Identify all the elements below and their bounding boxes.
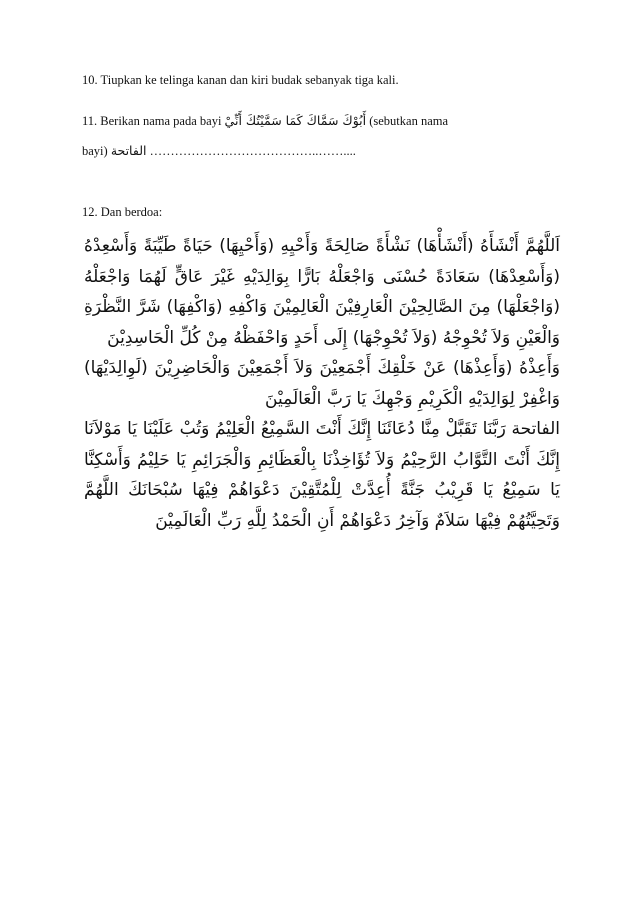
prayer-paragraph-1: اَللَّهُمَّ أَنْشَأَهُ (أَنْشَأْهَا) نَشْأَةً صَالِحَةً وَأَحْيِهِ (وَأَحْيِهَا) حَيَاةً طَيِّبَةً وَأَسْعِدْهُ (وَأَسْعِدْهَا) سَعَادَةً حُسْنَى وَاجْعَلْهُ بَارًّا بِوَالِدَيْهِ غَيْرَ عَاقٍّ لَهُمَا وَاجْعَلْهُ (وَاجْعَلْهَا) مِنَ الصَّالِحِيْنَ الْعَارِفِيْنَ الْعَالِمِيْنَ وَاكْفِهِ (وَاكْفِهَا) شَرَّ النَّظْرَةِ وَالْعَيْنِ وَلاَ تُحْوِجْهُ (وَلاَ تُحْوِجْهَا) إِلَى أَحَدٍ وَاحْفَظْهُ مِنْ كُلِّ الْحَاسِدِيْنَ (84, 236, 560, 348)
step-10-text: 10. Tiupkan ke telinga kanan dan kiri budak sebanyak tiga kali. (82, 73, 399, 87)
arabic-prayer (84, 231, 560, 536)
step-12-text: 12. Dan berdoa: (82, 205, 163, 219)
step-11-line-2-prefix: bayi) (82, 144, 111, 158)
step-11-prefix: 11. Berikan nama pada bayi (82, 114, 225, 128)
step-11-suffix: (sebutkan nama (366, 114, 449, 128)
step-11-arabic-phrase: أَبُوْكَ سَمَّاكَ كَمَا سَمَّيْتُكَ أَنِّيْ (224, 113, 367, 128)
prayer-paragraph-2: وَأَعِذْهُ (وَأَعِذْهَا) عَنْ خَلْقِكَ أَجْمَعِيْنَ وَلاَ أَجْمَعِيْنَ وَالْحَاضِرِيْنَ (لَوِالِدَيْهَا) وَاغْفِرْ لِوَالِدَيْهِ الْكَرِيْمِ وَجْهِكَ يَا رَبَّ الْعَالَمِيْنَ (84, 358, 560, 409)
prayer-paragraph-3: الفاتحة رَبَّنَا تَقَبَّلْ مِنَّا دُعَائَنَا إِنَّكَ أَنْتَ السَّمِيْعُ الْعَلِيْمُ وَتُبْ عَلَيْنَا يَا مَوْلاَنَا إِنَّكَ أَنْتَ التَّوَّابُ الرَّحِيْمُ وَلاَ تُؤَاخِذْنَا بِالْعَظَائِمِ وَالْجَرَائِمِ يَا حَلِيْمُ وَأَسْكِنَّا يَا سَمِيْعُ يَا قَرِيْبُ جَنَّةً أُعِدَّتْ لِلْمُتَّقِيْنَ دَعْوَاهُمْ فِيْهَا سُبْحَانَكَ اللَّهُمَّ وَتَحِيَّتُهُمْ فِيْهَا سَلاَمٌ وَآخِرُ دَعْوَاهُمْ أَنِ الْحَمْدُ لِلَّهِ رَبِّ الْعَالَمِيْنَ (84, 419, 560, 531)
step-11-fatihah-word: الفاتحة (110, 143, 147, 158)
step-11-line-1 (82, 113, 448, 129)
step-11-line-2 (82, 143, 356, 159)
step-11-name-dots: …………………………………..…….... (146, 144, 356, 158)
